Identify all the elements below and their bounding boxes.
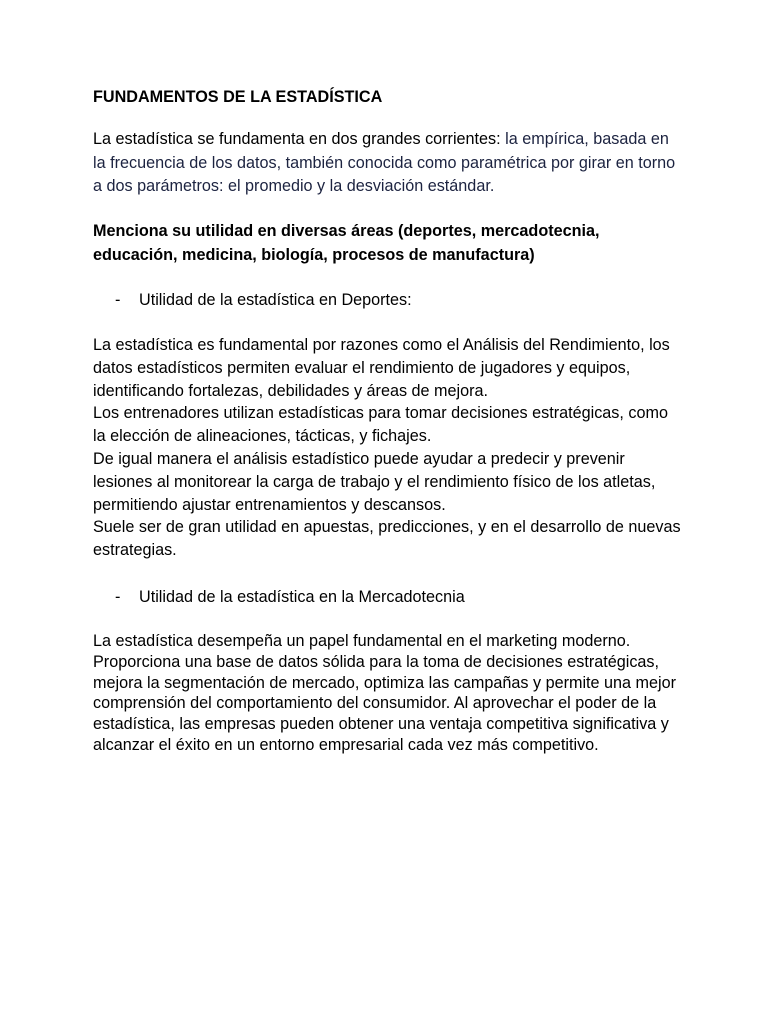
- sports-paragraph: De igual manera el análisis estadístico puede ayudar a predecir y prevenir lesiones al monitorear la carga de trabajo y el rendimiento físico de los atletas, permitiendo ajustar entrenamientos y descansos.: [93, 449, 656, 514]
- sports-paragraph: Los entrenadores utilizan estadísticas para tomar decisiones estratégicas, como la elección de alineaciones, tácticas, y fichajes.: [93, 404, 668, 446]
- bullet-dash: -: [115, 588, 121, 606]
- intro-rest-text: la empírica, basada en la frecuencia de los datos, también conocida como paramétrica por girar en torno a dos parámetros: el promedio y la desviación estándar.: [93, 130, 676, 195]
- marketing-body: [93, 631, 683, 756]
- marketing-paragraph: La estadística desempeña un papel fundamental en el marketing moderno. Proporciona una base de datos sólida para la toma de decisiones estratégicas, mejora la segmentación de mercado, optimiza las campañas y permite una mejor comprensión del comportamiento del consumidor. Al aprovechar el poder de la estadística, las empresas pueden obtener una ventaja competitiva significativa y alcanzar el éxito en un entorno empresarial cada vez más competitivo.: [93, 632, 677, 754]
- section-heading-sports: Utilidad de la estadística en Deportes:: [139, 291, 412, 309]
- section-bullet-sports: [115, 290, 412, 310]
- question-heading: Menciona su utilidad en diversas áreas (deportes, mercadotecnia, educación, medicina, biología, procesos de manufactura): [93, 222, 600, 264]
- intro-lead-text: La estadística se fundamenta en dos grandes corrientes:: [93, 130, 506, 148]
- document-title: FUNDAMENTOS DE LA ESTADÍSTICA: [93, 88, 383, 106]
- intro-paragraph: [93, 128, 683, 199]
- sports-paragraph: Suele ser de gran utilidad en apuestas, predicciones, y en el desarrollo de nuevas estrategias.: [93, 518, 681, 560]
- sports-paragraph: La estadística es fundamental por razones como el Análisis del Rendimiento, los datos estadísticos permiten evaluar el rendimiento de jugadores y equipos, identificando fortalezas, debilidades y áreas de mejora.: [93, 336, 670, 400]
- bullet-dash: -: [115, 291, 121, 309]
- sports-body: [93, 334, 683, 562]
- section-bullet-marketing: [115, 587, 465, 607]
- section-heading-marketing: Utilidad de la estadística en la Mercadotecnia: [139, 588, 465, 606]
